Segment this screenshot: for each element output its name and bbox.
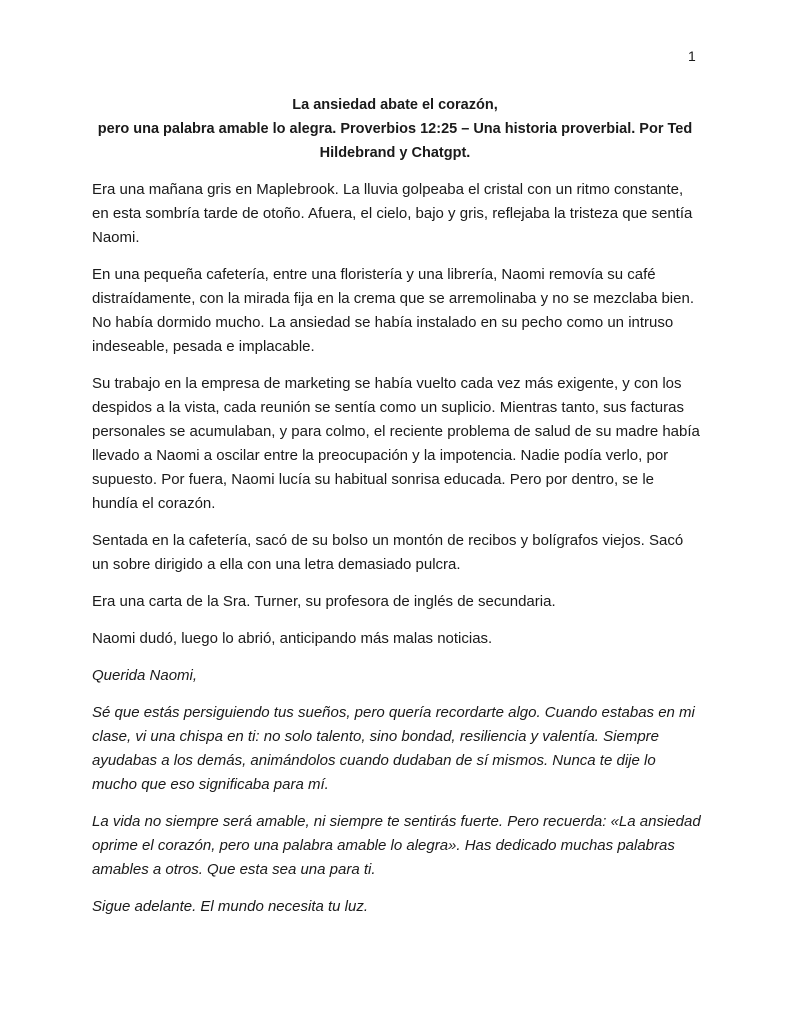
paragraph: Era una carta de la Sra. Turner, su profesora de inglés de secundaria. bbox=[92, 593, 556, 610]
letter-salutation: Querida Naomi, bbox=[92, 667, 198, 684]
paragraph: Sentada en la cafetería, sacó de su bolso un montón de recibos y bolígrafos viejos. Sacó un sobre dirigido a ella con una letra demasiado pulcra. bbox=[92, 532, 684, 573]
page-number: 1 bbox=[688, 48, 696, 64]
letter-closing: Sigue adelante. El mundo necesita tu luz. bbox=[92, 898, 369, 915]
paragraph: En una pequeña cafetería, entre una floristería y una librería, Naomi removía su café distraídamente, con la mirada fija en la crema que se arremolinaba y no se mezclaba bien. No había dormido mucho. La ansiedad se había instalado en su pecho como un intruso indeseable, pesada e implacable. bbox=[92, 266, 694, 355]
letter-paragraph: Sé que estás persiguiendo tus sueños, pero quería recordarte algo. Cuando estabas en mi clase, vi una chispa en ti: no solo talento, sino bondad, resiliencia y valentía. Siempre ayudabas a los demás, animándolos cuando dudaban de sí mismos. Nunca te dije lo mucho que eso significaba para mí. bbox=[92, 704, 695, 793]
title-line-1: La ansiedad abate el corazón, bbox=[292, 97, 498, 113]
title-line-2: pero una palabra amable lo alegra. Proverbios 12:25 – Una historia proverbial. Por Ted Hildebrand y Chatgpt. bbox=[97, 121, 693, 161]
document-body bbox=[92, 178, 704, 932]
letter-paragraph: La vida no siempre será amable, ni siempre te sentirás fuerte. Pero recuerda: «La ansiedad oprime el corazón, pero una palabra amable lo alegra». Has dedicado muchas palabras amables a otros. Que esta sea una para ti. bbox=[92, 813, 701, 878]
paragraph: Su trabajo en la empresa de marketing se había vuelto cada vez más exigente, y con los despidos a la vista, cada reunión se sentía como un suplicio. Mientras tanto, sus facturas personales se acumulaban, y para colmo, el reciente problema de salud de su madre había llevado a Naomi a oscilar entre la preocupación y la impotencia. Nadie podía verlo, por supuesto. Por fuera, Naomi lucía su habitual sonrisa educada. Pero por dentro, se le hundía el corazón. bbox=[92, 375, 700, 512]
paragraph: Naomi dudó, luego lo abrió, anticipando más malas noticias. bbox=[92, 630, 493, 647]
document-title bbox=[92, 93, 698, 165]
paragraph: Era una mañana gris en Maplebrook. La lluvia golpeaba el cristal con un ritmo constante, en esta sombría tarde de otoño. Afuera, el cielo, bajo y gris, reflejaba la tristeza que sentía Naomi. bbox=[92, 181, 693, 246]
